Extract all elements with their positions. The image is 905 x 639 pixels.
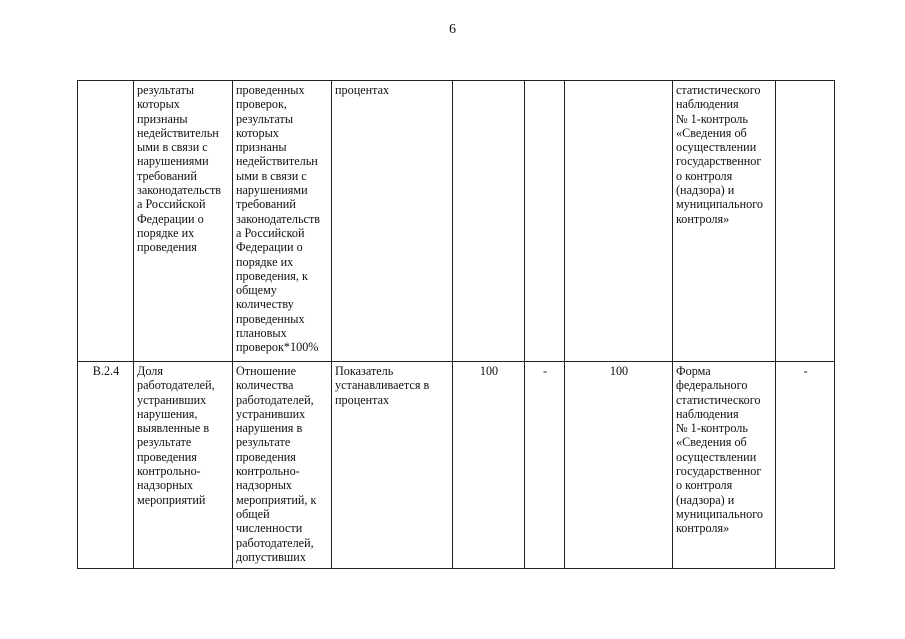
cell-text-line: № 1-контроль <box>676 111 748 126</box>
cell-text-line: Отношение <box>236 364 296 378</box>
source-cell <box>673 81 776 362</box>
table-row <box>78 362 835 569</box>
cell-text-line: выявленные в <box>137 421 210 436</box>
cell-text-line: порядке их <box>236 254 294 269</box>
cell-text-line: процентах <box>335 83 390 97</box>
cell-text-line: ыми в связи с <box>137 140 208 155</box>
cell-text-line: надзорных <box>236 478 293 493</box>
cell-text-line: общей <box>236 506 270 521</box>
cell-text-line: «Сведения об <box>676 435 747 450</box>
cell-text-line: Показатель <box>335 364 394 378</box>
cell-text-line: результате <box>137 435 192 450</box>
code-cell: В.2.4 <box>78 362 134 569</box>
cell-text-line: допустивших <box>236 549 306 564</box>
cell-text-line: Доля <box>137 364 163 378</box>
cell-text-line: статистического <box>676 392 761 407</box>
cell-text-line: а Российской <box>236 225 305 240</box>
cell-text-line: № 1-контроль <box>676 421 748 436</box>
cell-text-line: контрольно- <box>236 464 300 479</box>
formula-cell <box>233 81 332 362</box>
table-row <box>78 81 835 362</box>
cell-text-line: о контроля <box>676 168 733 183</box>
cell-text-line: результате <box>236 435 291 450</box>
note-cell <box>776 81 835 362</box>
value-cell: - <box>525 362 565 569</box>
cell-text-line: федерального <box>676 378 748 393</box>
cell-text-line: о контроля <box>676 478 733 493</box>
comment-cell <box>332 362 453 569</box>
cell-text-line: Федерации о <box>137 211 204 226</box>
cell-text-line: признаны <box>236 140 287 155</box>
cell-text-line: недействительн <box>236 154 318 169</box>
cell-text-line: работодателей, <box>236 392 314 407</box>
cell-text-line: требований <box>137 168 197 183</box>
cell-text-line: общему <box>236 283 277 298</box>
source-cell <box>673 362 776 569</box>
cell-text-line: проведения <box>137 240 197 255</box>
cell-text-line: недействительн <box>137 125 219 140</box>
cell-text-line: плановых <box>236 326 287 341</box>
value-cell <box>565 81 673 362</box>
cell-text-line: наблюдения <box>676 406 739 421</box>
cell-text-line: работодателей, <box>137 378 215 393</box>
cell-text-line: (надзора) и <box>676 492 735 507</box>
cell-text-line: проведения, к <box>236 268 308 283</box>
cell-text-line: проведенных <box>236 83 305 97</box>
cell-text-line: количества <box>236 378 294 393</box>
cell-text-line: осуществлении <box>676 140 757 155</box>
cell-text-line: а Российской <box>137 197 206 212</box>
cell-text-line: проверок*100% <box>236 340 319 355</box>
cell-text-line: Федерации о <box>236 240 303 255</box>
cell-text-line: наблюдения <box>676 97 739 112</box>
value-cell <box>525 81 565 362</box>
cell-text-line: проведения <box>137 449 197 464</box>
note-cell: - <box>776 362 835 569</box>
formula-cell <box>233 362 332 569</box>
value-cell <box>453 81 525 362</box>
cell-text-line: требований <box>236 197 296 212</box>
cell-text-line: муниципального <box>676 197 763 212</box>
indicator-name-cell <box>134 362 233 569</box>
cell-text-line: законодательств <box>137 183 222 198</box>
cell-text-line: нарушениями <box>137 154 209 169</box>
cell-text-line: ыми в связи с <box>236 168 307 183</box>
cell-text-line: порядке их <box>137 225 195 240</box>
cell-text-line: процентах <box>335 392 390 407</box>
cell-text-line: проведения <box>236 449 296 464</box>
cell-text-line: которых <box>137 97 180 112</box>
cell-text-line: устранивших <box>137 392 207 407</box>
cell-text-line: численности <box>236 521 303 536</box>
cell-text-line: проведенных <box>236 311 305 326</box>
indicator-name-cell <box>134 81 233 362</box>
cell-text-line: проверок, <box>236 97 287 112</box>
cell-text-line: устанавливается в <box>335 378 430 393</box>
cell-text-line: статистического <box>676 83 761 97</box>
cell-text-line: признаны <box>137 111 188 126</box>
cell-text-line: мероприятий <box>137 492 206 507</box>
indicator-table <box>77 80 835 569</box>
cell-text-line: «Сведения об <box>676 125 747 140</box>
cell-text-line: муниципального <box>676 506 763 521</box>
cell-text-line: осуществлении <box>676 449 757 464</box>
cell-text-line: контроля» <box>676 521 730 536</box>
cell-text-line: устранивших <box>236 406 306 421</box>
cell-text-line: контроля» <box>676 211 730 226</box>
page-number: 6 <box>449 22 456 37</box>
cell-text-line: результаты <box>137 83 195 97</box>
cell-text-line: нарушения, <box>137 406 198 421</box>
cell-text-line: результаты <box>236 111 294 126</box>
cell-text-line: нарушениями <box>236 183 308 198</box>
cell-text-line: государственног <box>676 154 762 169</box>
cell-text-line: законодательств <box>236 211 321 226</box>
value-cell: 100 <box>453 362 525 569</box>
cell-text-line: (надзора) и <box>676 183 735 198</box>
cell-text-line: государственног <box>676 464 762 479</box>
comment-cell <box>332 81 453 362</box>
value-cell: 100 <box>565 362 673 569</box>
cell-text-line: надзорных <box>137 478 194 493</box>
cell-text-line: работодателей, <box>236 535 314 550</box>
cell-text-line: Форма <box>676 364 711 378</box>
cell-text-line: количеству <box>236 297 294 312</box>
cell-text-line: мероприятий, к <box>236 492 317 507</box>
cell-text-line: контрольно- <box>137 464 201 479</box>
cell-text-line: которых <box>236 125 279 140</box>
cell-text-line: нарушения в <box>236 421 303 436</box>
code-cell <box>78 81 134 362</box>
